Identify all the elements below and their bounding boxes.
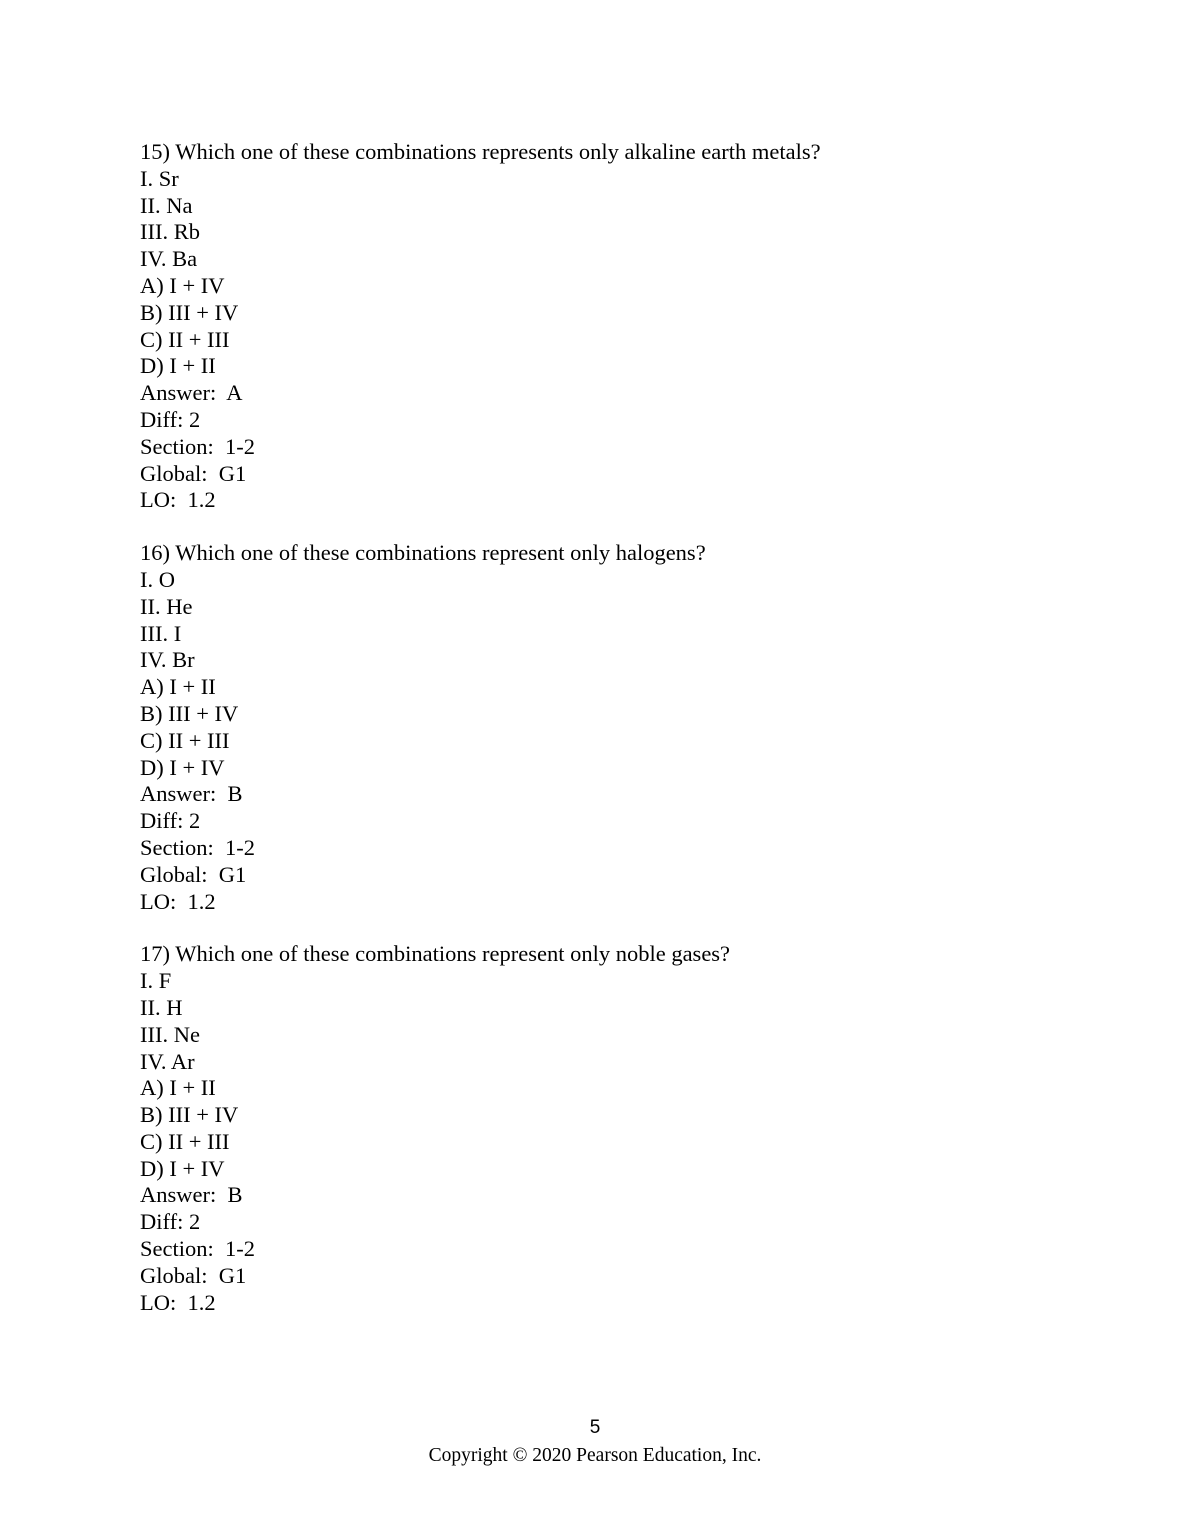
answer-key: Answer: A xyxy=(140,380,243,406)
roman-item: III. I xyxy=(140,620,182,646)
answer-option: D) I + II xyxy=(140,353,216,379)
roman-item: I. O xyxy=(140,566,175,592)
roman-item: III. Ne xyxy=(140,1021,200,1047)
difficulty: Diff: 2 xyxy=(140,1209,201,1235)
question-17 xyxy=(140,941,1100,1316)
copyright-notice: Copyright © 2020 Pearson Education, Inc. xyxy=(428,1445,762,1466)
question-16 xyxy=(140,540,1100,915)
section-ref: Section: 1-2 xyxy=(140,834,255,860)
answer-option: B) III + IV xyxy=(140,700,239,726)
roman-item: IV. Ba xyxy=(140,246,198,272)
answer-option: D) I + IV xyxy=(140,754,225,780)
roman-item: I. F xyxy=(140,968,172,994)
learning-objective: LO: 1.2 xyxy=(140,1289,216,1315)
roman-item: I. Sr xyxy=(140,165,179,191)
global-ref: Global: G1 xyxy=(140,861,247,887)
learning-objective: LO: 1.2 xyxy=(140,487,216,513)
roman-item: IV. Ar xyxy=(140,1048,195,1074)
question-15 xyxy=(140,139,1100,514)
answer-option: B) III + IV xyxy=(140,1102,239,1128)
answer-option: A) I + II xyxy=(140,674,216,700)
answer-option: C) II + III xyxy=(140,326,230,352)
roman-item: II. He xyxy=(140,593,193,619)
difficulty: Diff: 2 xyxy=(140,406,201,432)
global-ref: Global: G1 xyxy=(140,460,247,486)
answer-option: C) II + III xyxy=(140,727,230,753)
answer-option: A) I + IV xyxy=(140,272,225,298)
page-number: 5 xyxy=(589,1417,601,1438)
answer-option: D) I + IV xyxy=(140,1155,225,1181)
question-list xyxy=(140,139,1100,1342)
section-ref: Section: 1-2 xyxy=(140,433,255,459)
answer-key: Answer: B xyxy=(140,1182,243,1208)
answer-option: C) II + III xyxy=(140,1128,230,1154)
answer-key: Answer: B xyxy=(140,781,243,807)
answer-option: A) I + II xyxy=(140,1075,216,1101)
answer-option: B) III + IV xyxy=(140,299,239,325)
question-stem: 16) Which one of these combinations represent only halogens? xyxy=(140,540,706,566)
question-stem: 17) Which one of these combinations represent only noble gases? xyxy=(140,941,731,967)
roman-item: IV. Br xyxy=(140,647,195,673)
roman-item: II. H xyxy=(140,994,183,1020)
roman-item: III. Rb xyxy=(140,219,200,245)
question-stem: 15) Which one of these combinations represents only alkaline earth metals? xyxy=(140,139,821,164)
learning-objective: LO: 1.2 xyxy=(140,888,216,914)
section-ref: Section: 1-2 xyxy=(140,1236,255,1262)
global-ref: Global: G1 xyxy=(140,1262,247,1288)
roman-item: II. Na xyxy=(140,192,193,218)
difficulty: Diff: 2 xyxy=(140,808,201,834)
